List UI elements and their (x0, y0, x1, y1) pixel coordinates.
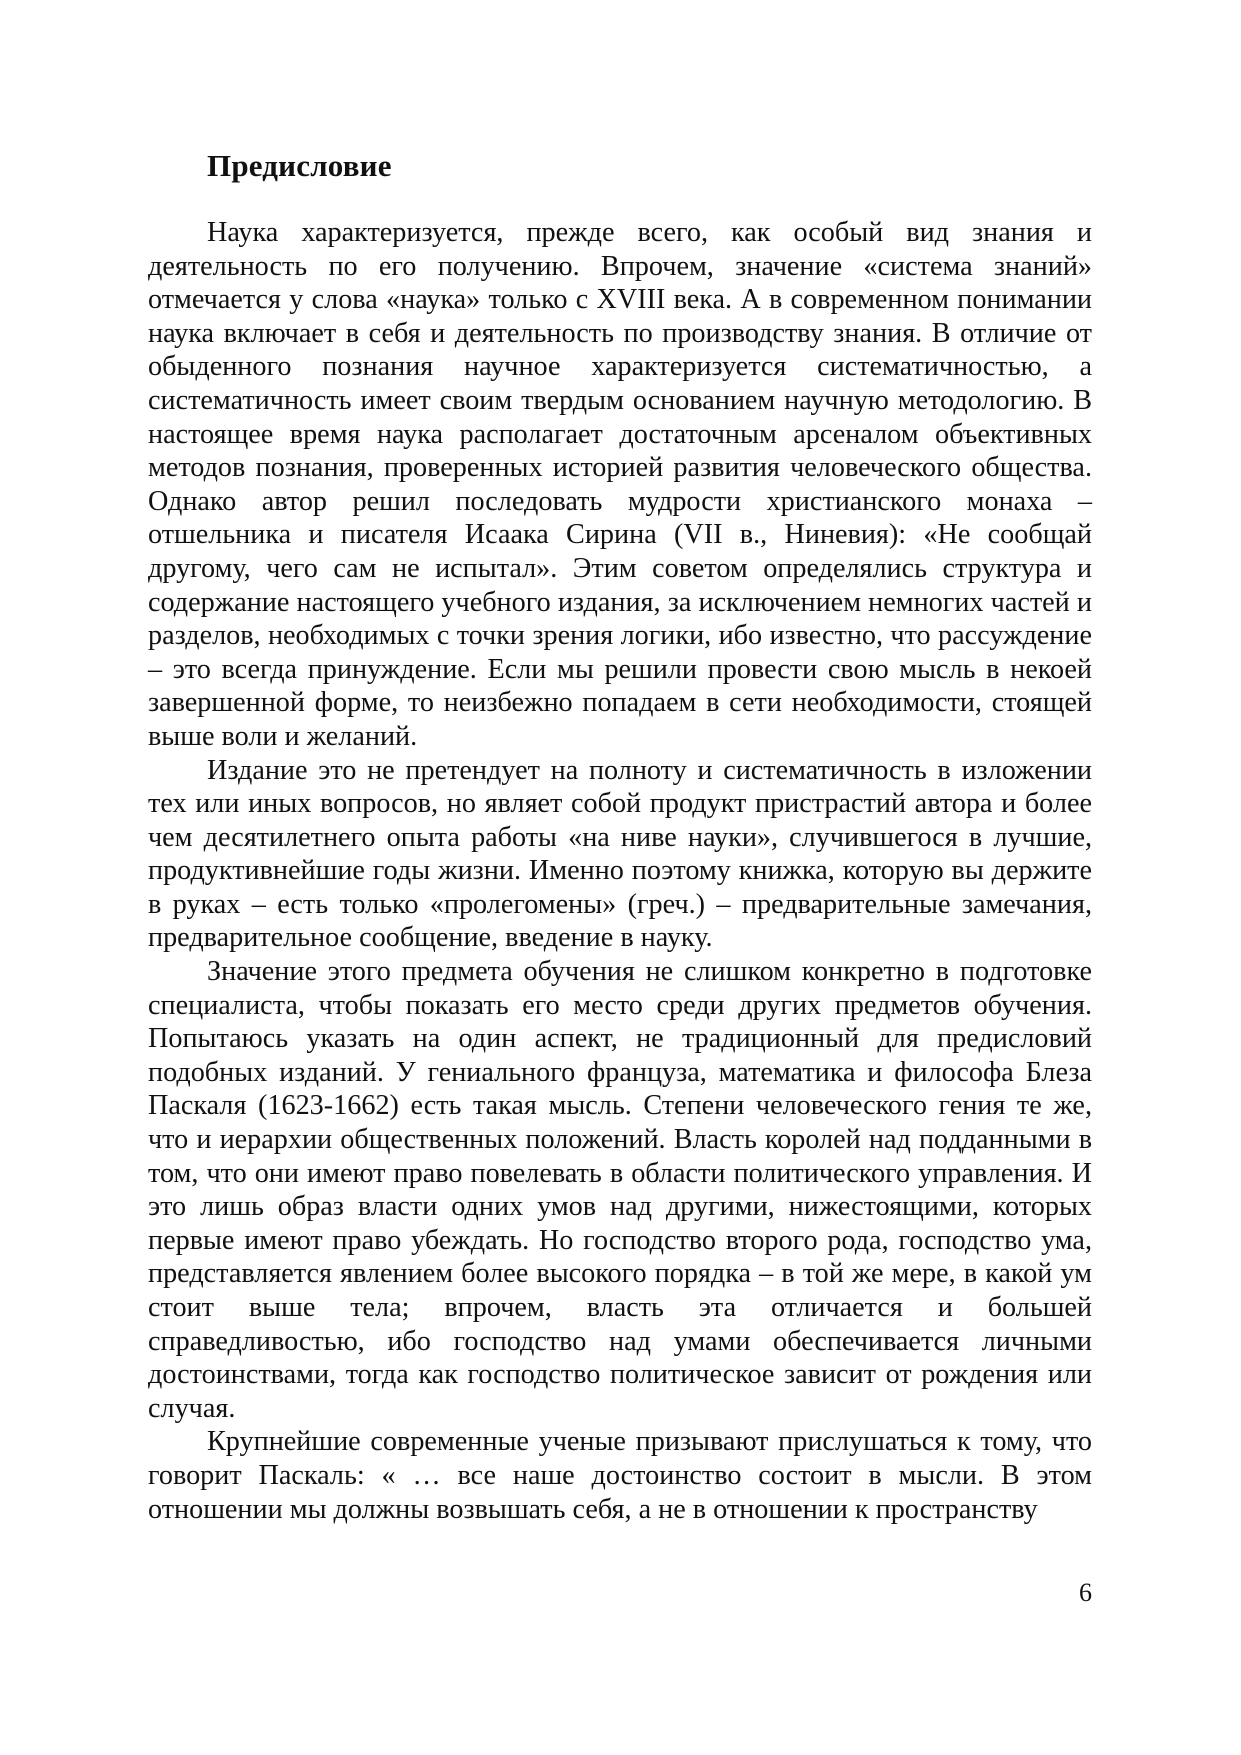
paragraph: Наука характеризуется, прежде всего, как особый вид знания и деятельность по его получению. Впрочем, значение «система знаний» отмечается у слова «наука» только с XVIII века. А в современном понимании наука включает в себя и деятельность по производству знания. В отличие от обыденного познания научное характеризуется систематичностью, а систематичность имеет своим твердым основанием научную методологию. В настоящее время наука располагает достаточным арсеналом объективных методов познания, проверенных историей развития человеческого общества. Однако автор решил последовать мудрости христианского монаха – отшельника и писателя Исаака Сирина (VII в., Ниневия): «Не сообщай другому, чего сам не испытал». Этим советом определялись структура и содержание настоящего учебного издания, за исключением немногих частей и разделов, необходимых с точки зрения логики, ибо известно, что рассуждение – это всегда принуждение. Если мы решили провести свою мысль в некоей завершенной форме, то неизбежно попадаем в сети необходимости, стоящей выше воли и желаний. (148, 217, 1092, 752)
body-text (148, 216, 1092, 1526)
page-number: 6 (1079, 1578, 1092, 1607)
paragraph: Крупнейшие современные ученые призывают прислушаться к тому, что говорит Паскаль: « … все наше достоинство состоит в мысли. В этом отношении мы должны возвышать себя, а не в отношении к пространству (148, 1426, 1092, 1525)
paragraph: Издание это не претендует на полноту и систематичность в изложении тех или иных вопросов, но являет собой продукт пристрастий автора и более чем десятилетнего опыта работы «на ниве науки», случившегося в лучшие, продуктивнейшие годы жизни. Именно поэтому книжка, которую вы держите в руках – есть только «пролегомены» (греч.) – предварительные замечания, предварительное сообщение, введение в науку. (148, 754, 1092, 954)
page-title: Предисловие (207, 148, 392, 183)
paragraph: Значение этого предмета обучения не слишком конкретно в подготовке специалиста, чтобы показать его место среди других предметов обучения. Попытаюсь указать на один аспект, не традиционный для предисловий подобных изданий. У гениального француза, математика и философа Блеза Паскаля (1623-1662) есть такая мысль. Степени человеческого гения те же, что и иерархии общественных положений. Власть королей над подданными в том, что они имеют право повелевать в области политического управления. И это лишь образ власти одних умов над другими, нижестоящими, которых первые имеют право убеждать. Но господство второго рода, господство ума, представляется явлением более высокого порядка – в той же мере, в какой ум стоит выше тела; впрочем, власть эта отличается и большей справедливостью, ибо господство над умами обеспечивается личными достоинствами, тогда как господство политическое зависит от рождения или случая. (148, 956, 1092, 1424)
